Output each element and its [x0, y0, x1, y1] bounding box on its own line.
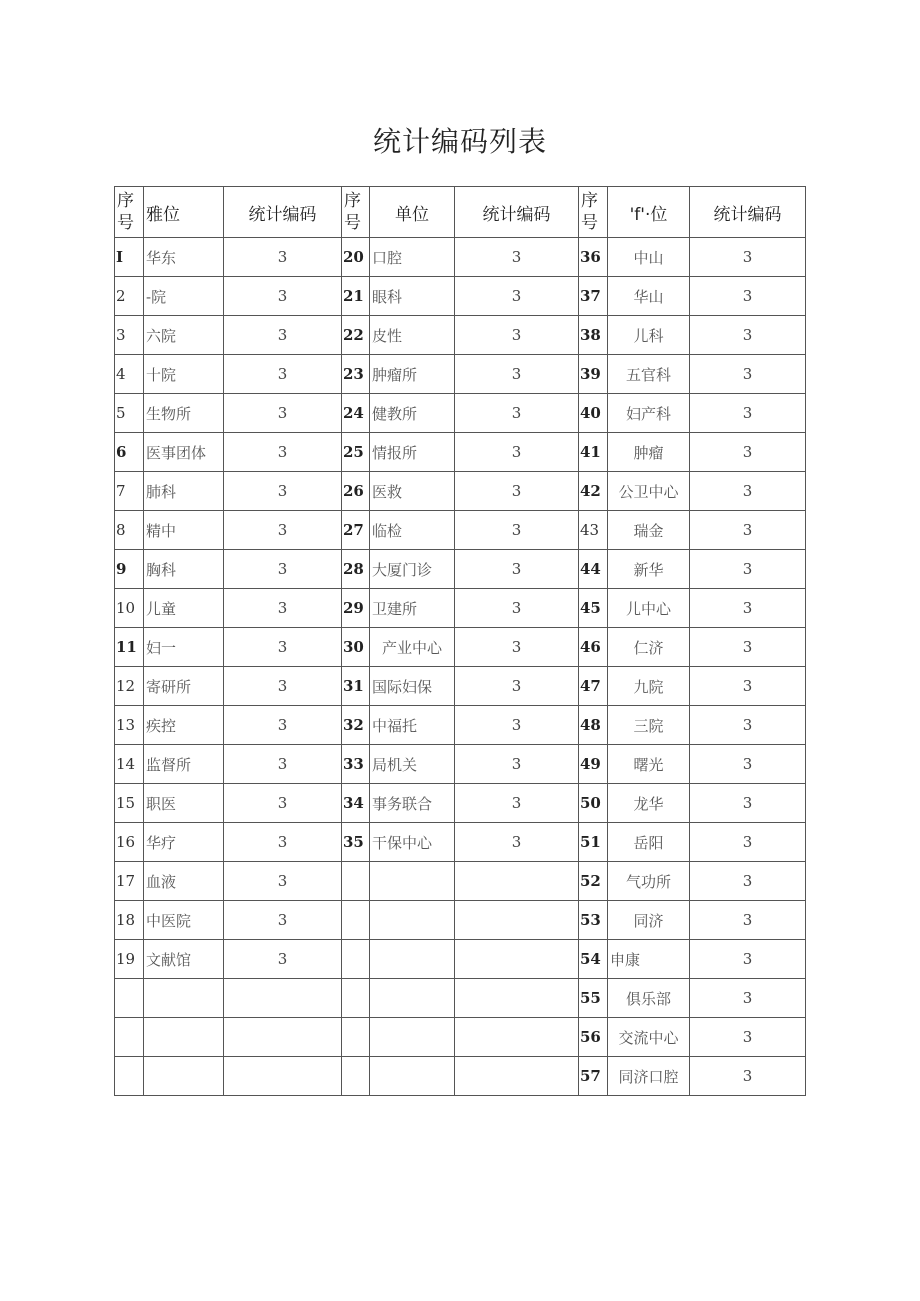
row-seq-number: 47 [579, 667, 608, 706]
row-stat-code: 3 [690, 940, 806, 979]
row-stat-code: 3 [224, 355, 342, 394]
row-seq-number: 36 [579, 238, 608, 277]
row-stat-code: 3 [224, 277, 342, 316]
row-unit-name [370, 901, 455, 940]
row-stat-code: 3 [224, 550, 342, 589]
row-seq-number: 51 [579, 823, 608, 862]
row-seq-number [342, 901, 370, 940]
row-unit-name: 健教所 [370, 394, 455, 433]
row-unit-name: 华山 [608, 277, 690, 316]
row-stat-code: 3 [455, 745, 579, 784]
table-row [115, 1018, 806, 1057]
row-stat-code [224, 1057, 342, 1096]
row-unit-name: 监督所 [144, 745, 224, 784]
row-unit-name: 曙光 [608, 745, 690, 784]
row-unit-name: 国际妇保 [370, 667, 455, 706]
header-seq: 序号 [342, 187, 370, 238]
table-row [115, 628, 806, 667]
row-unit-name: 胸科 [144, 550, 224, 589]
row-unit-name: 中福托 [370, 706, 455, 745]
row-stat-code: 3 [224, 940, 342, 979]
row-seq-number: 56 [579, 1018, 608, 1057]
code-table [114, 186, 806, 1096]
row-seq-number: 8 [115, 511, 144, 550]
row-seq-number: 30 [342, 628, 370, 667]
row-seq-number: 20 [342, 238, 370, 277]
row-seq-number: 21 [342, 277, 370, 316]
row-stat-code: 3 [690, 238, 806, 277]
row-stat-code: 3 [455, 550, 579, 589]
row-stat-code: 3 [690, 667, 806, 706]
row-stat-code: 3 [690, 589, 806, 628]
row-stat-code: 3 [690, 511, 806, 550]
table-row [115, 589, 806, 628]
row-seq-number: 31 [342, 667, 370, 706]
table-row [115, 823, 806, 862]
table-row [115, 511, 806, 550]
row-seq-number: 54 [579, 940, 608, 979]
row-seq-number: 40 [579, 394, 608, 433]
row-seq-number: 35 [342, 823, 370, 862]
row-seq-number: 27 [342, 511, 370, 550]
row-unit-name: 事务联合 [370, 784, 455, 823]
row-unit-name: 肿瘤所 [370, 355, 455, 394]
row-stat-code: 3 [455, 667, 579, 706]
row-unit-name: 仁济 [608, 628, 690, 667]
row-unit-name: 精中 [144, 511, 224, 550]
row-unit-name: 龙华 [608, 784, 690, 823]
row-unit-name: 同济 [608, 901, 690, 940]
row-seq-number: 45 [579, 589, 608, 628]
row-stat-code [455, 901, 579, 940]
row-unit-name [370, 1057, 455, 1096]
row-seq-number: 37 [579, 277, 608, 316]
row-unit-name: 情报所 [370, 433, 455, 472]
row-stat-code: 3 [224, 667, 342, 706]
header-unit: 'f'·位 [608, 187, 690, 238]
row-unit-name: 儿科 [608, 316, 690, 355]
row-unit-name: 俱乐部 [608, 979, 690, 1018]
row-stat-code: 3 [224, 394, 342, 433]
row-unit-name: 临检 [370, 511, 455, 550]
row-seq-number: 24 [342, 394, 370, 433]
row-seq-number: 39 [579, 355, 608, 394]
row-seq-number [342, 862, 370, 901]
table-row [115, 433, 806, 472]
row-seq-number: 2 [115, 277, 144, 316]
row-seq-number: 48 [579, 706, 608, 745]
row-seq-number: 26 [342, 472, 370, 511]
row-unit-name: 中医院 [144, 901, 224, 940]
table-row [115, 355, 806, 394]
header-seq: 序号 [115, 187, 144, 238]
row-seq-number: 6 [115, 433, 144, 472]
row-unit-name: 新华 [608, 550, 690, 589]
row-seq-number: 12 [115, 667, 144, 706]
row-stat-code: 3 [690, 433, 806, 472]
row-seq-number: 55 [579, 979, 608, 1018]
row-seq-number: 25 [342, 433, 370, 472]
table-row [115, 472, 806, 511]
row-seq-number: 57 [579, 1057, 608, 1096]
row-stat-code: 3 [224, 238, 342, 277]
row-unit-name: 肺科 [144, 472, 224, 511]
row-unit-name [370, 1018, 455, 1057]
row-seq-number: 38 [579, 316, 608, 355]
row-seq-number: 52 [579, 862, 608, 901]
row-unit-name [144, 979, 224, 1018]
row-stat-code [455, 1057, 579, 1096]
row-seq-number: 4 [115, 355, 144, 394]
row-stat-code: 3 [455, 394, 579, 433]
row-unit-name: 口腔 [370, 238, 455, 277]
row-seq-number: 15 [115, 784, 144, 823]
header-code: 统计编码 [690, 187, 806, 238]
header-code: 统计编码 [224, 187, 342, 238]
row-stat-code: 3 [224, 472, 342, 511]
row-unit-name: 中山 [608, 238, 690, 277]
row-unit-name: 文献馆 [144, 940, 224, 979]
row-seq-number: 13 [115, 706, 144, 745]
row-seq-number [342, 1057, 370, 1096]
table-row [115, 940, 806, 979]
row-seq-number: 46 [579, 628, 608, 667]
row-stat-code: 3 [455, 238, 579, 277]
row-seq-number: I [115, 238, 144, 277]
row-unit-name [370, 862, 455, 901]
page-title: 统计编码列表 [372, 125, 547, 158]
row-seq-number: 29 [342, 589, 370, 628]
table-row [115, 316, 806, 355]
row-unit-name: 卫建所 [370, 589, 455, 628]
row-unit-name [370, 979, 455, 1018]
row-stat-code: 3 [224, 589, 342, 628]
row-seq-number [115, 1018, 144, 1057]
table-row [115, 667, 806, 706]
row-stat-code: 3 [455, 628, 579, 667]
header-unit: 单位 [370, 187, 455, 238]
row-stat-code: 3 [455, 472, 579, 511]
row-unit-name: 医救 [370, 472, 455, 511]
row-stat-code: 3 [690, 1057, 806, 1096]
table-header-row [115, 187, 806, 238]
row-stat-code: 3 [455, 316, 579, 355]
row-seq-number [342, 979, 370, 1018]
row-stat-code: 3 [690, 394, 806, 433]
row-unit-name: 肿瘤 [608, 433, 690, 472]
row-seq-number [115, 979, 144, 1018]
row-stat-code: 3 [690, 316, 806, 355]
row-seq-number: 16 [115, 823, 144, 862]
row-stat-code: 3 [224, 433, 342, 472]
row-stat-code: 3 [690, 979, 806, 1018]
row-unit-name: 交流中心 [608, 1018, 690, 1057]
row-seq-number: 18 [115, 901, 144, 940]
row-stat-code: 3 [455, 589, 579, 628]
table-row [115, 784, 806, 823]
row-unit-name: 华东 [144, 238, 224, 277]
row-seq-number: 53 [579, 901, 608, 940]
row-unit-name: 十院 [144, 355, 224, 394]
row-unit-name: 公卫中心 [608, 472, 690, 511]
row-stat-code: 3 [690, 706, 806, 745]
table-row [115, 550, 806, 589]
row-stat-code: 3 [690, 550, 806, 589]
row-unit-name: 妇一 [144, 628, 224, 667]
row-unit-name [144, 1057, 224, 1096]
header-unit: 雅位 [144, 187, 224, 238]
row-stat-code: 3 [690, 862, 806, 901]
row-stat-code: 3 [224, 706, 342, 745]
row-stat-code: 3 [224, 316, 342, 355]
row-unit-name: 眼科 [370, 277, 455, 316]
row-unit-name: 职医 [144, 784, 224, 823]
row-seq-number: 5 [115, 394, 144, 433]
row-unit-name [144, 1018, 224, 1057]
row-stat-code: 3 [690, 277, 806, 316]
row-stat-code: 3 [690, 784, 806, 823]
row-stat-code: 3 [224, 745, 342, 784]
row-unit-name: 同济口腔 [608, 1057, 690, 1096]
row-seq-number: 3 [115, 316, 144, 355]
row-stat-code [455, 862, 579, 901]
row-unit-name: 医事团体 [144, 433, 224, 472]
header-seq: 序号 [579, 187, 608, 238]
row-unit-name: 五官科 [608, 355, 690, 394]
row-stat-code: 3 [455, 706, 579, 745]
row-seq-number: 49 [579, 745, 608, 784]
row-seq-number: 10 [115, 589, 144, 628]
row-stat-code: 3 [690, 1018, 806, 1057]
table-row [115, 1057, 806, 1096]
row-stat-code [224, 1018, 342, 1057]
table-row [115, 979, 806, 1018]
row-stat-code: 3 [455, 433, 579, 472]
row-seq-number: 33 [342, 745, 370, 784]
row-stat-code: 3 [455, 823, 579, 862]
row-stat-code [455, 979, 579, 1018]
row-stat-code: 3 [455, 277, 579, 316]
row-stat-code: 3 [224, 823, 342, 862]
row-unit-name: 妇产科 [608, 394, 690, 433]
row-seq-number: 7 [115, 472, 144, 511]
row-unit-name: 皮性 [370, 316, 455, 355]
row-stat-code: 3 [690, 745, 806, 784]
row-unit-name: 六院 [144, 316, 224, 355]
row-unit-name: 三院 [608, 706, 690, 745]
row-unit-name: 血液 [144, 862, 224, 901]
row-stat-code: 3 [224, 511, 342, 550]
row-unit-name: 大厦门诊 [370, 550, 455, 589]
row-unit-name: 瑞金 [608, 511, 690, 550]
row-unit-name: 干保中心 [370, 823, 455, 862]
table-row [115, 394, 806, 433]
row-unit-name: 疾控 [144, 706, 224, 745]
row-seq-number: 34 [342, 784, 370, 823]
row-stat-code: 3 [224, 901, 342, 940]
row-seq-number: 17 [115, 862, 144, 901]
row-seq-number [115, 1057, 144, 1096]
row-unit-name: 局机关 [370, 745, 455, 784]
row-stat-code: 3 [455, 355, 579, 394]
row-seq-number: 23 [342, 355, 370, 394]
row-unit-name: 产业中心 [370, 628, 455, 667]
row-unit-name: 儿童 [144, 589, 224, 628]
row-seq-number [342, 940, 370, 979]
row-seq-number: 32 [342, 706, 370, 745]
row-seq-number: 50 [579, 784, 608, 823]
row-stat-code [455, 940, 579, 979]
table-row [115, 277, 806, 316]
row-unit-name: 儿中心 [608, 589, 690, 628]
row-unit-name: 九院 [608, 667, 690, 706]
row-unit-name: 寄研所 [144, 667, 224, 706]
row-stat-code: 3 [690, 823, 806, 862]
row-stat-code: 3 [224, 784, 342, 823]
table-row [115, 862, 806, 901]
row-seq-number: 11 [115, 628, 144, 667]
row-stat-code: 3 [455, 511, 579, 550]
row-seq-number: 19 [115, 940, 144, 979]
row-seq-number [342, 1018, 370, 1057]
row-stat-code [455, 1018, 579, 1057]
row-unit-name: 生物所 [144, 394, 224, 433]
table-row [115, 745, 806, 784]
row-stat-code: 3 [224, 862, 342, 901]
table-row [115, 901, 806, 940]
row-seq-number: 43 [579, 511, 608, 550]
table-row [115, 238, 806, 277]
row-unit-name: -院 [144, 277, 224, 316]
row-stat-code: 3 [455, 784, 579, 823]
row-stat-code: 3 [690, 628, 806, 667]
row-unit-name: 气功所 [608, 862, 690, 901]
row-seq-number: 22 [342, 316, 370, 355]
row-unit-name [370, 940, 455, 979]
header-code: 统计编码 [455, 187, 579, 238]
row-unit-name: 华疗 [144, 823, 224, 862]
row-stat-code: 3 [690, 355, 806, 394]
row-stat-code: 3 [224, 628, 342, 667]
row-seq-number: 44 [579, 550, 608, 589]
row-seq-number: 28 [342, 550, 370, 589]
table-row [115, 706, 806, 745]
row-stat-code [224, 979, 342, 1018]
row-seq-number: 42 [579, 472, 608, 511]
row-unit-name: 岳阳 [608, 823, 690, 862]
row-stat-code: 3 [690, 472, 806, 511]
row-seq-number: 41 [579, 433, 608, 472]
row-seq-number: 14 [115, 745, 144, 784]
row-seq-number: 9 [115, 550, 144, 589]
row-stat-code: 3 [690, 901, 806, 940]
row-unit-name: 申康 [608, 940, 690, 979]
